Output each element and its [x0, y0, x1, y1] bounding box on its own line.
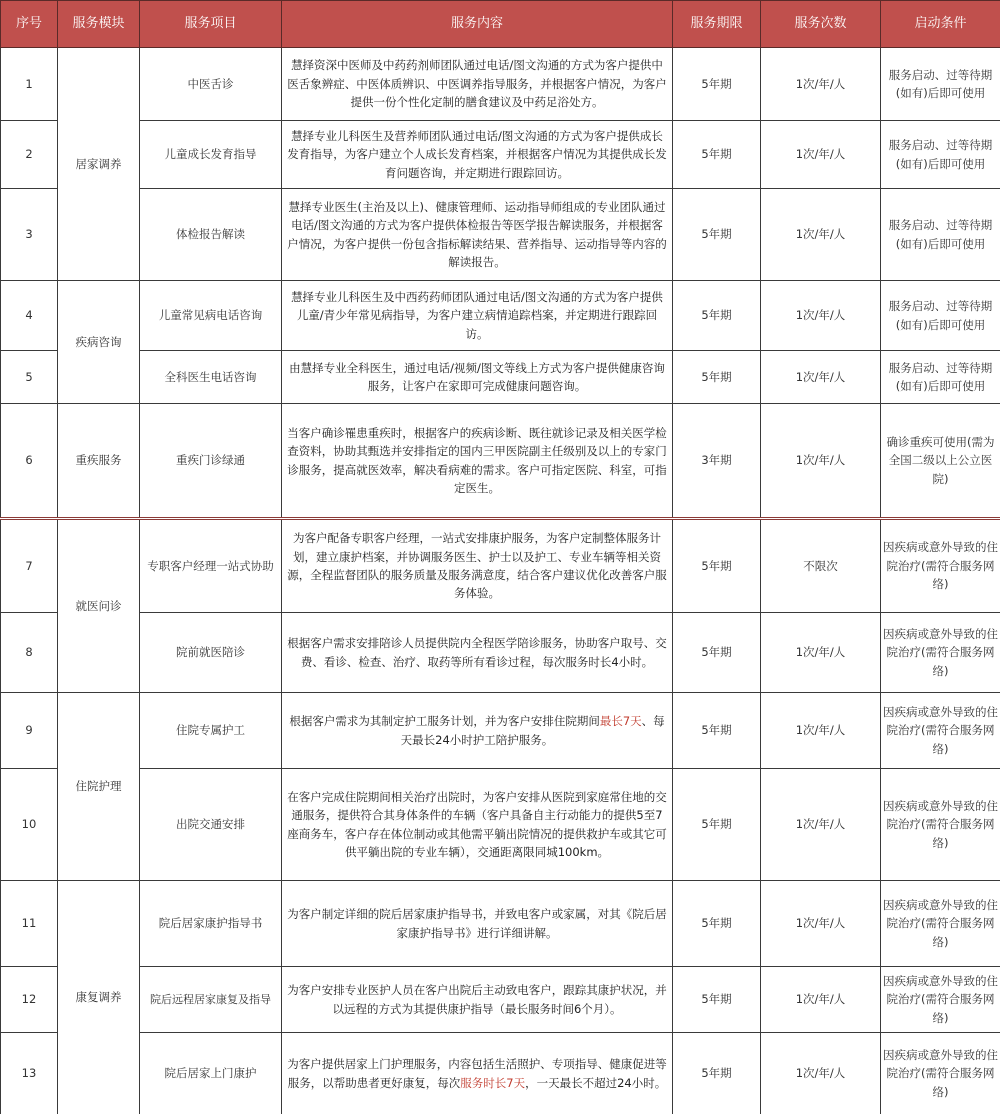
row-index: 3 — [1, 189, 58, 281]
module-home-care: 居家调养 — [58, 48, 140, 281]
header-item: 服务项目 — [140, 1, 282, 48]
service-times: 1次/年/人 — [761, 404, 881, 519]
start-condition: 因疾病或意外导致的住院治疗(需符合服务网络) — [881, 881, 1000, 967]
service-times: 1次/年/人 — [761, 281, 881, 351]
table-row — [1, 281, 1000, 351]
module-rehab: 康复调养 — [58, 881, 140, 1114]
service-item: 院前就医陪诊 — [140, 613, 282, 693]
service-term: 5年期 — [673, 881, 761, 967]
table-row — [1, 351, 1000, 404]
service-times: 1次/年/人 — [761, 613, 881, 693]
service-content: 当客户确诊罹患重疾时，根据客户的疾病诊断、既往就诊记录及相关医学检查资料，协助其甄选并安排指定的国内三甲医院副主任级别及以上的专家门诊服务，提高就医效率，解决看病难的需求。客户可指定医院、科室，可指定医生。 — [282, 404, 673, 519]
start-condition: 因疾病或意外导致的住院治疗(需符合服务网络) — [881, 1033, 1000, 1114]
service-term: 5年期 — [673, 121, 761, 189]
module-critical-illness: 重疾服务 — [58, 404, 140, 519]
service-times: 1次/年/人 — [761, 1033, 881, 1114]
start-condition: 因疾病或意外导致的住院治疗(需符合服务网络) — [881, 693, 1000, 769]
service-content: 慧择资深中医师及中药药剂师团队通过电话/图文沟通的方式为客户提供中医舌象辨症、中医体质辨识、中医调养指导服务，并根据客户情况，为客户提供一份个性化定制的膳食建议及中药足浴处方。 — [282, 48, 673, 121]
service-times: 1次/年/人 — [761, 769, 881, 881]
start-condition: 服务启动、过等待期(如有)后即可使用 — [881, 121, 1000, 189]
service-term: 5年期 — [673, 281, 761, 351]
service-content: 为客户配备专职客户经理，一站式安排康护服务，为客户定制整体服务计划，建立康护档案，并协调服务医生、护士以及护工、专业车辆等相关资源，全程监督团队的服务质量及服务满意度，结合客户建议优化改善客户服务体验。 — [282, 519, 673, 613]
start-condition: 因疾病或意外导致的住院治疗(需符合服务网络) — [881, 967, 1000, 1033]
content-text: 为客户提供居家上门护理服务，内容包括生活照护、专项指导、健康促进等服务，以帮助患者更好康复，每次 — [287, 1057, 667, 1090]
row-index: 5 — [1, 351, 58, 404]
service-times: 1次/年/人 — [761, 351, 881, 404]
service-content: 慧择专业医生(主治及以上)、健康管理师、运动指导师组成的专业团队通过电话/图文沟通的方式为客户提供体检报告等医学报告解读服务，并根据客户情况，为客户提供一份包含指标解读结果、营养指导、运动指导等内容的解读报告。 — [282, 189, 673, 281]
service-term: 5年期 — [673, 351, 761, 404]
table-row — [1, 1033, 1000, 1114]
row-index: 4 — [1, 281, 58, 351]
header-module: 服务模块 — [58, 1, 140, 48]
row-index: 12 — [1, 967, 58, 1033]
start-condition: 服务启动、过等待期(如有)后即可使用 — [881, 281, 1000, 351]
module-disease-consult: 疾病咨询 — [58, 281, 140, 404]
service-item: 住院专属护工 — [140, 693, 282, 769]
header-index: 序号 — [1, 1, 58, 48]
service-term: 5年期 — [673, 48, 761, 121]
table-row — [1, 519, 1000, 613]
service-item: 出院交通安排 — [140, 769, 282, 881]
start-condition: 因疾病或意外导致的住院治疗(需符合服务网络) — [881, 613, 1000, 693]
row-index: 7 — [1, 519, 58, 613]
table-row — [1, 881, 1000, 967]
service-item: 儿童常见病电话咨询 — [140, 281, 282, 351]
service-term: 5年期 — [673, 189, 761, 281]
content-text: ，一天最长不超过24小时。 — [525, 1075, 667, 1090]
service-content — [282, 1033, 673, 1114]
service-term: 3年期 — [673, 404, 761, 519]
row-index: 13 — [1, 1033, 58, 1114]
service-item: 院后居家康护指导书 — [140, 881, 282, 967]
row-index: 9 — [1, 693, 58, 769]
table-row — [1, 404, 1000, 519]
header-times: 服务次数 — [761, 1, 881, 48]
table-row — [1, 967, 1000, 1033]
table-row — [1, 48, 1000, 121]
service-content: 在客户完成住院期间相关治疗出院时，为客户安排从医院到家庭常住地的交通服务，提供符合其身体条件的车辆（客户具备自主行动能力的提供5至7座商务车，客户存在体位制动或其他需平躺出院情况的提供救护车或其它可供平躺出院的专业车辆），交通距离限同城100km。 — [282, 769, 673, 881]
row-index: 6 — [1, 404, 58, 519]
service-item: 院后远程居家康复及指导 — [140, 967, 282, 1033]
start-condition: 服务启动、过等待期(如有)后即可使用 — [881, 351, 1000, 404]
start-condition: 服务启动、过等待期(如有)后即可使用 — [881, 48, 1000, 121]
start-condition: 因疾病或意外导致的住院治疗(需符合服务网络) — [881, 519, 1000, 613]
content-text: 、每天最长24小时护工陪护服务。 — [400, 714, 665, 747]
header-content: 服务内容 — [282, 1, 673, 48]
table-row — [1, 121, 1000, 189]
start-condition: 确诊重疾可使用(需为全国二级以上公立医院) — [881, 404, 1000, 519]
service-content — [282, 693, 673, 769]
service-term: 5年期 — [673, 769, 761, 881]
service-item: 体检报告解读 — [140, 189, 282, 281]
service-content: 为客户安排专业医护人员在客户出院后主动致电客户，跟踪其康护状况，并以远程的方式为其提供康护指导（最长服务时间6个月）。 — [282, 967, 673, 1033]
table-row — [1, 613, 1000, 693]
service-item: 重疾门诊绿通 — [140, 404, 282, 519]
service-content: 慧择专业儿科医生及营养师团队通过电话/图文沟通的方式为客户提供成长发育指导，为客户建立个人成长发育档案，并根据客户情况为其提供成长发育问题咨询，并定期进行跟踪回访。 — [282, 121, 673, 189]
row-index: 10 — [1, 769, 58, 881]
header-term: 服务期限 — [673, 1, 761, 48]
table-row — [1, 189, 1000, 281]
row-index: 2 — [1, 121, 58, 189]
start-condition: 因疾病或意外导致的住院治疗(需符合服务网络) — [881, 769, 1000, 881]
service-times: 不限次 — [761, 519, 881, 613]
service-item: 全科医生电话咨询 — [140, 351, 282, 404]
row-index: 1 — [1, 48, 58, 121]
service-term: 5年期 — [673, 519, 761, 613]
service-times: 1次/年/人 — [761, 693, 881, 769]
highlight-text: 最长7天 — [599, 714, 642, 729]
start-condition: 服务启动、过等待期(如有)后即可使用 — [881, 189, 1000, 281]
service-times: 1次/年/人 — [761, 121, 881, 189]
service-item: 中医舌诊 — [140, 48, 282, 121]
content-text: 根据客户需求为其制定护工服务计划，并为客户安排住院期间 — [289, 714, 600, 729]
row-index: 8 — [1, 613, 58, 693]
service-term: 5年期 — [673, 693, 761, 769]
service-item: 专职客户经理一站式协助 — [140, 519, 282, 613]
service-item: 儿童成长发育指导 — [140, 121, 282, 189]
service-times: 1次/年/人 — [761, 48, 881, 121]
header-row — [1, 1, 1000, 48]
service-content: 为客户制定详细的院后居家康护指导书，并致电客户或家属，对其《院后居家康护指导书》进行详细讲解。 — [282, 881, 673, 967]
module-medical-visit: 就医问诊 — [58, 519, 140, 693]
service-times: 1次/年/人 — [761, 189, 881, 281]
row-index: 11 — [1, 881, 58, 967]
service-times: 1次/年/人 — [761, 881, 881, 967]
service-term: 5年期 — [673, 967, 761, 1033]
table-row — [1, 769, 1000, 881]
service-content: 慧择专业儿科医生及中西药药师团队通过电话/图文沟通的方式为客户提供儿童/青少年常见病指导，为客户建立病情追踪档案，并定期进行跟踪回访。 — [282, 281, 673, 351]
highlight-text: 服务时长7天 — [460, 1075, 526, 1090]
module-hospital-care: 住院护理 — [58, 693, 140, 881]
table-row — [1, 693, 1000, 769]
service-term: 5年期 — [673, 1033, 761, 1114]
header-condition: 启动条件 — [881, 1, 1000, 48]
service-content: 根据客户需求安排陪诊人员提供院内全程医学陪诊服务，协助客户取号、交费、看诊、检查、治疗、取药等所有看诊过程，每次服务时长4小时。 — [282, 613, 673, 693]
service-term: 5年期 — [673, 613, 761, 693]
service-item: 院后居家上门康护 — [140, 1033, 282, 1114]
service-times: 1次/年/人 — [761, 967, 881, 1033]
service-content: 由慧择专业全科医生，通过电话/视频/图文等线上方式为客户提供健康咨询服务，让客户在家即可完成健康问题咨询。 — [282, 351, 673, 404]
